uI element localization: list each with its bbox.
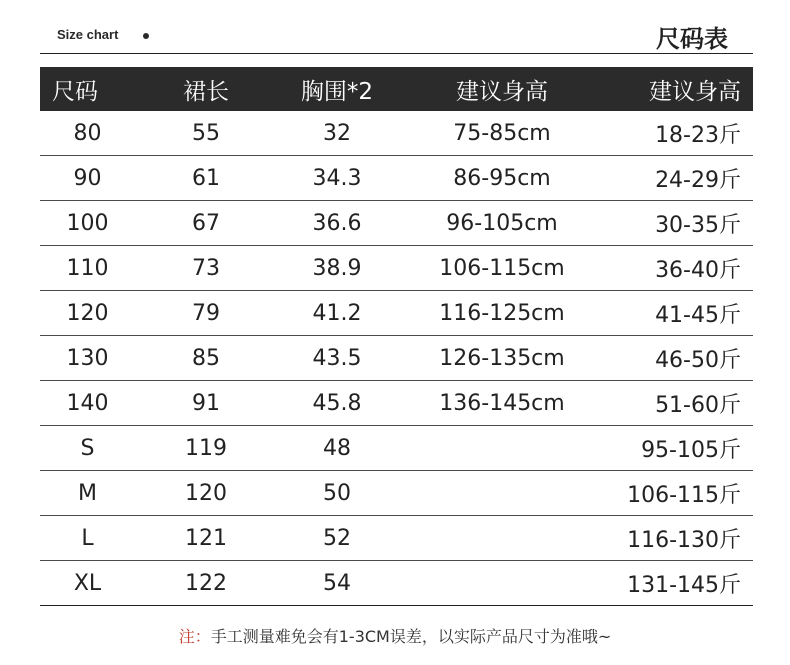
table-cell: 73 <box>115 246 297 291</box>
table-cell: 95-105斤 <box>627 426 753 471</box>
table-cell: 86-95cm <box>377 156 627 201</box>
table-row <box>40 516 753 561</box>
table-row <box>40 426 753 471</box>
table-cell: 75-85cm <box>377 111 627 156</box>
column-header-chest: 胸围*2 <box>297 67 377 111</box>
table-row <box>40 201 753 246</box>
table-cell: 43.5 <box>297 336 377 381</box>
table-cell: 116-125cm <box>377 291 627 336</box>
table-cell: 121 <box>115 516 297 561</box>
table-cell: 50 <box>297 471 377 516</box>
table-cell: 126-135cm <box>377 336 627 381</box>
table-cell: 54 <box>297 561 377 606</box>
table-cell: L <box>40 516 115 561</box>
table-cell <box>377 561 627 606</box>
table-cell: 116-130斤 <box>627 516 753 561</box>
table-cell: 61 <box>115 156 297 201</box>
table-cell: 36-40斤 <box>627 246 753 291</box>
table-cell: 119 <box>115 426 297 471</box>
table-header-row <box>40 67 753 111</box>
table-cell <box>377 471 627 516</box>
table-cell: 79 <box>115 291 297 336</box>
table-cell: 96-105cm <box>377 201 627 246</box>
table-cell: 41.2 <box>297 291 377 336</box>
table-cell: 52 <box>297 516 377 561</box>
table-row <box>40 336 753 381</box>
table-cell: 80 <box>40 111 115 156</box>
table-cell: 106-115cm <box>377 246 627 291</box>
table-cell: 120 <box>115 471 297 516</box>
table-cell: 122 <box>115 561 297 606</box>
size-chart-title-cn: 尺码表 <box>656 25 728 53</box>
table-cell: 18-23斤 <box>627 111 753 156</box>
table-cell: 140 <box>40 381 115 426</box>
column-header-size: 尺码 <box>40 67 115 111</box>
table-row <box>40 291 753 336</box>
table-cell: 85 <box>115 336 297 381</box>
table-cell: 67 <box>115 201 297 246</box>
table-cell: 136-145cm <box>377 381 627 426</box>
table-cell: 41-45斤 <box>627 291 753 336</box>
table-cell: 55 <box>115 111 297 156</box>
table-cell: 110 <box>40 246 115 291</box>
note-text: 手工测量难免会有1-3CM误差，以实际产品尺寸为准哦~ <box>210 627 612 646</box>
header-divider <box>40 53 753 54</box>
note-label: 注： <box>178 627 211 646</box>
table-cell: S <box>40 426 115 471</box>
column-header-suggested-height: 建议身高 <box>377 67 627 111</box>
table-cell: 106-115斤 <box>627 471 753 516</box>
measurement-note <box>0 624 790 647</box>
table-cell <box>377 426 627 471</box>
table-cell: 131-145斤 <box>627 561 753 606</box>
table-cell: 32 <box>297 111 377 156</box>
table-cell: 51-60斤 <box>627 381 753 426</box>
table-cell: 45.8 <box>297 381 377 426</box>
table-cell: 38.9 <box>297 246 377 291</box>
table-cell: XL <box>40 561 115 606</box>
table-cell: 90 <box>40 156 115 201</box>
table-row <box>40 246 753 291</box>
table-cell: 48 <box>297 426 377 471</box>
table-body <box>40 111 753 606</box>
table-cell: 34.3 <box>297 156 377 201</box>
table-cell: 24-29斤 <box>627 156 753 201</box>
size-table <box>40 67 753 606</box>
table-cell: 100 <box>40 201 115 246</box>
table-cell: 36.6 <box>297 201 377 246</box>
size-chart-title-en: Size chart <box>57 27 119 42</box>
table-row <box>40 381 753 426</box>
table-cell: 120 <box>40 291 115 336</box>
table-row <box>40 471 753 516</box>
table-cell: 91 <box>115 381 297 426</box>
column-header-suggested-weight: 建议身高 <box>627 67 753 111</box>
table-cell: 30-35斤 <box>627 201 753 246</box>
table-row <box>40 156 753 201</box>
table-row <box>40 561 753 606</box>
bullet-dot-icon <box>143 33 149 39</box>
table-row <box>40 111 753 156</box>
column-header-skirt-length: 裙长 <box>115 67 297 111</box>
table-cell: M <box>40 471 115 516</box>
table-cell: 130 <box>40 336 115 381</box>
table-cell: 46-50斤 <box>627 336 753 381</box>
table-cell <box>377 516 627 561</box>
